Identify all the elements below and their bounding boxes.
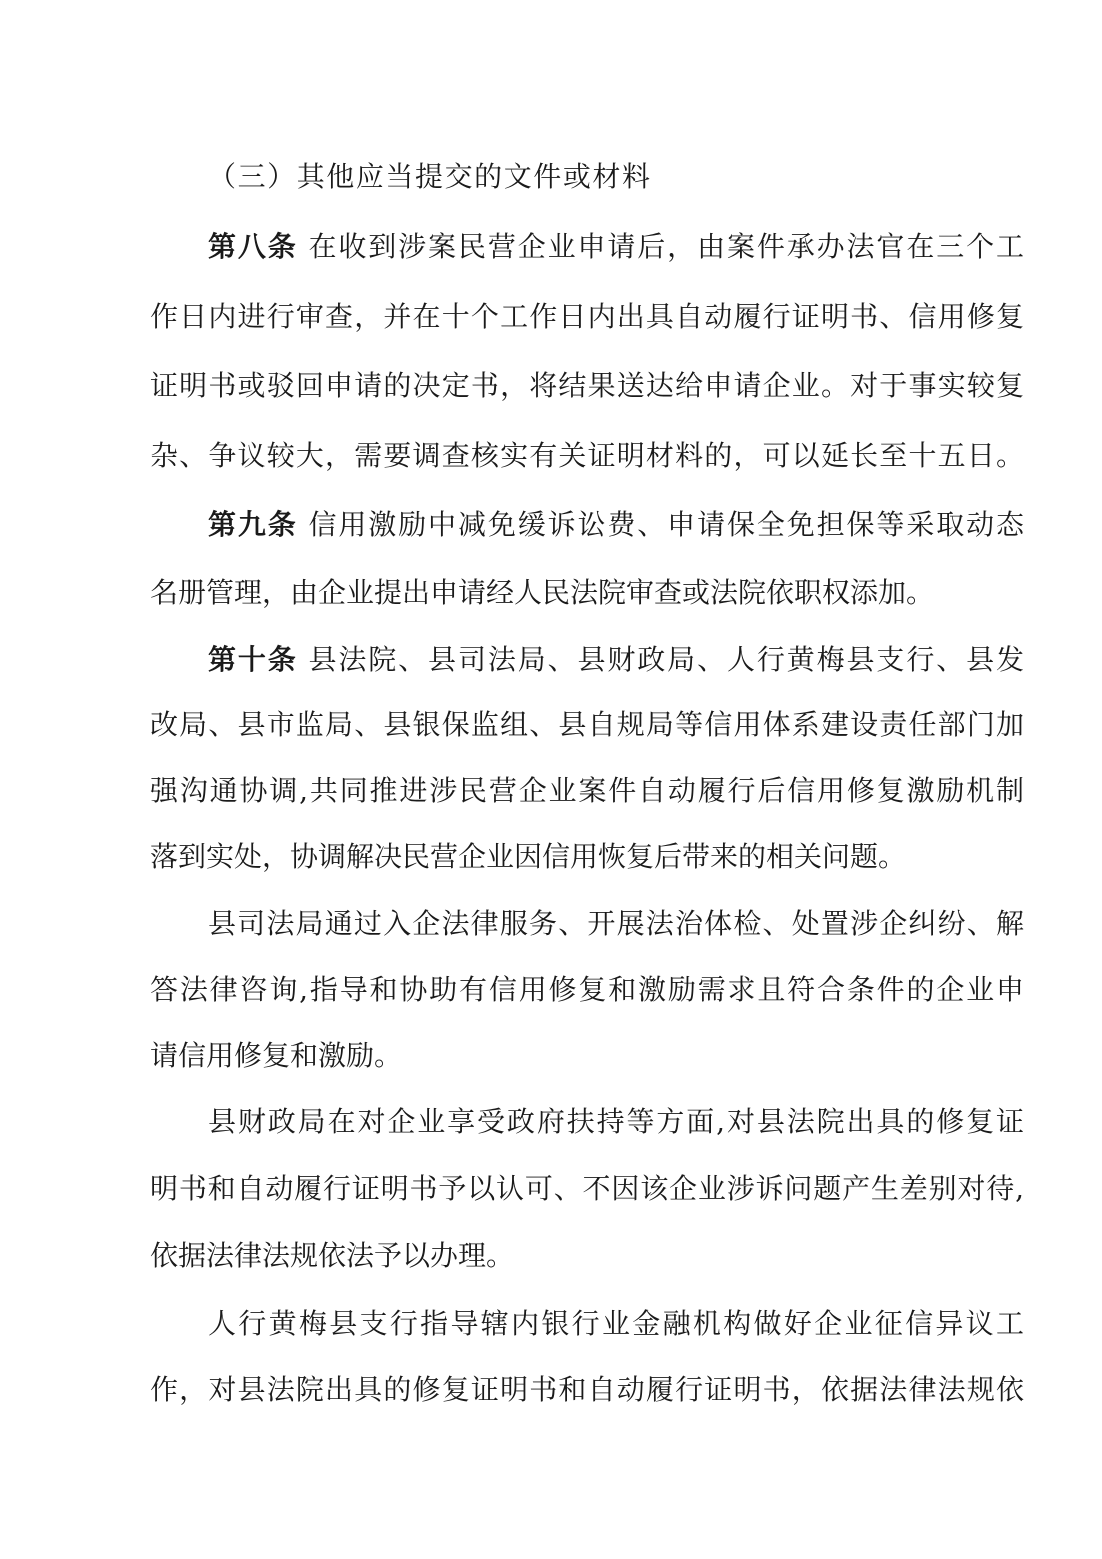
- article-10-text-1: 县法院、县司法局、县财政局、人行黄梅县支行、县发: [297, 643, 1024, 676]
- article-10-line-4: 落到实处，协调解决民营企业因信用恢复后带来的相关问题。: [150, 840, 907, 873]
- para-renhang-line-2: 作，对县法院出具的修复证明书和自动履行证明书，依据法律法规依: [150, 1373, 1024, 1406]
- article-10-line-2: 改局、县市监局、县银保监组、县自规局等信用体系建设责任部门加: [150, 708, 1024, 741]
- article-10-line-1: [208, 640, 1024, 680]
- para-caizheng-line-1: 县财政局在对企业享受政府扶持等方面,对县法院出具的修复证: [208, 1105, 1024, 1138]
- para-sifa-line-3: 请信用修复和激励。: [150, 1039, 403, 1072]
- para-renhang-line-1: 人行黄梅县支行指导辖内银行业金融机构做好企业征信异议工: [208, 1307, 1024, 1340]
- article-9-line-2: 名册管理，由企业提出申请经人民法院审查或法院依职权添加。: [150, 576, 935, 609]
- article-9-line-1: [208, 505, 1024, 545]
- para-sifa-line-2: 答法律咨询,指导和协助有信用修复和激励需求且符合条件的企业申: [150, 973, 1024, 1006]
- article-8-heading: 第八条: [208, 230, 298, 263]
- article-10-line-3: 强沟通协调,共同推进涉民营企业案件自动履行后信用修复激励机制: [150, 774, 1024, 807]
- article-9-text-1: 信用激励中减免缓诉讼费、申请保全免担保等采取动态: [297, 508, 1024, 541]
- article-10-heading: 第十条: [208, 643, 298, 676]
- article-8-line-4: 杂、争议较大，需要调查核实有关证明材料的，可以延长至十五日。: [150, 439, 1024, 472]
- para-sifa-line-1: 县司法局通过入企法律服务、开展法治体检、处置涉企纠纷、解: [208, 907, 1024, 940]
- article-8-line-1: [208, 227, 1024, 267]
- article-8-text-1: 在收到涉案民营企业申请后，由案件承办法官在三个工: [297, 230, 1024, 263]
- item-3-text: （三）其他应当提交的文件或材料: [208, 160, 650, 193]
- para-caizheng-line-2: 明书和自动履行证明书予以认可、不因该企业涉诉问题产生差别对待,: [150, 1172, 1024, 1205]
- article-9-heading: 第九条: [208, 508, 298, 541]
- article-8-line-2: 作日内进行审查，并在十个工作日内出具自动履行证明书、信用修复: [150, 300, 1024, 333]
- article-8-line-3: 证明书或驳回申请的决定书，将结果送达给申请企业。对于事实较复: [150, 369, 1024, 402]
- para-caizheng-line-3: 依据法律法规依法予以办理。: [150, 1239, 515, 1272]
